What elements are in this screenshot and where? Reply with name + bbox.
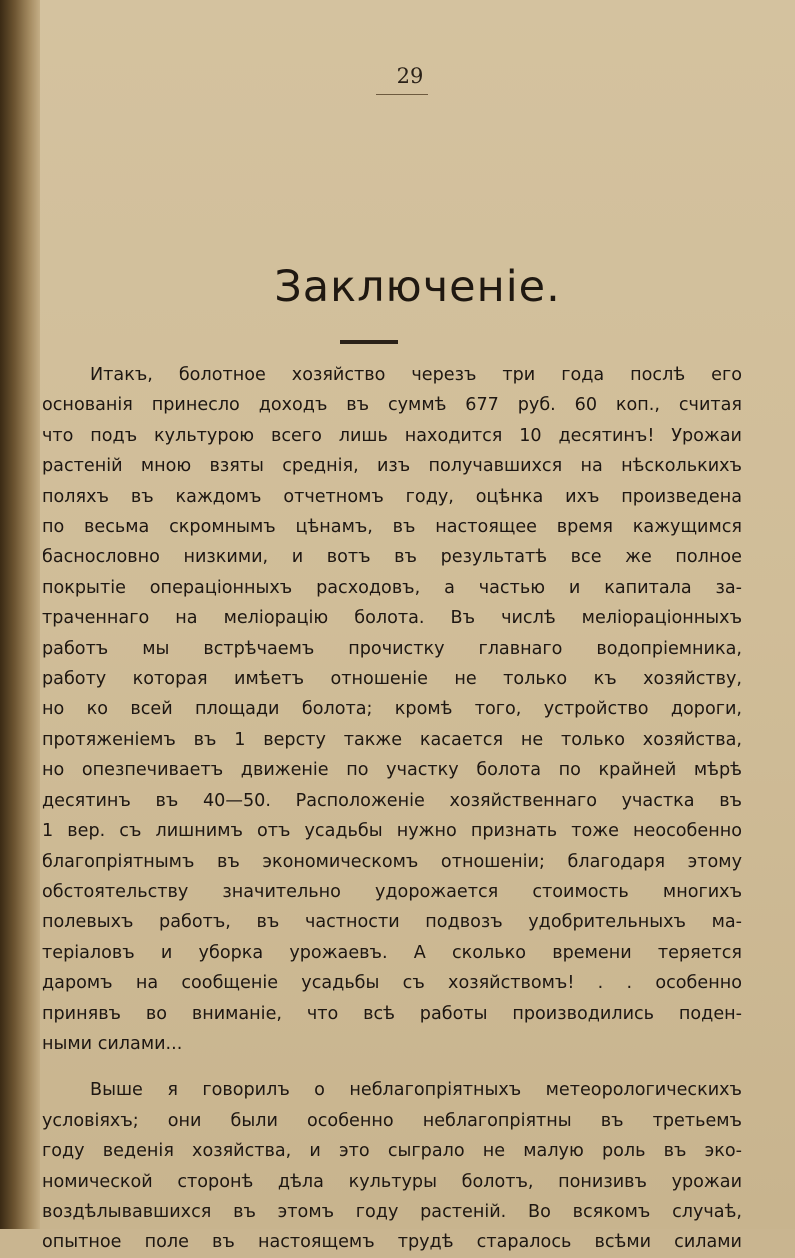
text-line: основанія принесло доходъ въ суммѣ 677 руб. 60 коп., считая: [42, 395, 742, 416]
text-line: покрытіе операціонныхъ расходовъ, а частью и капитала за-: [42, 577, 742, 598]
page-number-rule: [376, 94, 428, 95]
heading-rule: [340, 340, 398, 344]
text-line: году веденія хозяйства, и это сыграло не малую роль въ эко-: [42, 1141, 742, 1162]
text-line: что подъ культурою всего лишь находится 10 десятинъ! Урожаи: [42, 425, 742, 446]
text-line: но ко всей площади болота; кромѣ того, устройство дороги,: [42, 699, 742, 720]
page: [40, 0, 795, 1253]
body-text: [42, 360, 742, 1258]
text-line: протяженіемъ въ 1 версту также касается не только хозяйства,: [42, 729, 742, 750]
text-line: траченнаго на меліорацію болота. Въ числѣ меліораціонныхъ: [42, 608, 742, 629]
text-line: полевыхъ работъ, въ частности подвозъ удобрительныхъ ма-: [42, 912, 742, 933]
text-line: даромъ на сообщеніе усадьбы съ хозяйствомъ! . . особенно: [42, 973, 742, 994]
text-line: благопріятнымъ въ экономическомъ отношеніи; благодаря этому: [42, 851, 742, 872]
paragraph-2: [42, 1075, 742, 1257]
text-line: ными силами...: [42, 1033, 183, 1054]
text-line: поляхъ въ каждомъ отчетномъ году, оцѣнка ихъ произведена: [42, 486, 742, 507]
text-line: работъ мы встрѣчаемъ прочистку главнаго водопріемника,: [42, 638, 742, 659]
text-line: номической сторонѣ дѣла культуры болотъ, понизивъ урожаи: [42, 1171, 742, 1192]
page-number: 29: [396, 64, 424, 88]
text-line: баснословно низкими, и вотъ въ результатѣ все же полное: [42, 547, 742, 568]
book-spine: [0, 0, 40, 1229]
text-line: растеній мною взяты среднія, изъ получавшихся на нѣсколькихъ: [42, 456, 742, 477]
text-line: опытное поле въ настоящемъ трудѣ старалось всѣми силами: [42, 1232, 742, 1253]
text-line: работу которая имѣетъ отношеніе не только къ хозяйству,: [42, 669, 742, 690]
text-line: теріаловъ и уборка урожаевъ. А сколько времени теряется: [42, 942, 742, 963]
text-line: Итакъ, болотное хозяйство черезъ три года послѣ его: [90, 365, 742, 385]
text-line: 1 вер. съ лишнимъ отъ усадьбы нужно признать тоже неособенно: [42, 821, 742, 842]
text-line: обстоятельству значительно удорожается стоимость многихъ: [42, 881, 742, 902]
text-line: принявъ во вниманіе, что всѣ работы производились поден-: [42, 1003, 742, 1024]
text-line: но опезпечиваетъ движеніе по участку болота по крайней мѣрѣ: [42, 760, 742, 781]
paragraph-1: [42, 360, 742, 1059]
section-heading: Заключенiе.: [274, 262, 561, 312]
text-line: по весьма скромнымъ цѣнамъ, въ настоящее время кажущимся: [42, 517, 742, 538]
text-line: воздѣлывавшихся въ этомъ году растеній. Во всякомъ случаѣ,: [42, 1201, 742, 1222]
paragraph-gap: [42, 1059, 742, 1075]
text-line: Выше я говорилъ о неблагопріятныхъ метеорологическихъ: [90, 1080, 742, 1101]
text-line: десятинъ въ 40—50. Расположеніе хозяйственнаго участка въ: [42, 790, 742, 811]
text-line: условіяхъ; они были особенно неблагопріятны въ третьемъ: [42, 1110, 742, 1131]
